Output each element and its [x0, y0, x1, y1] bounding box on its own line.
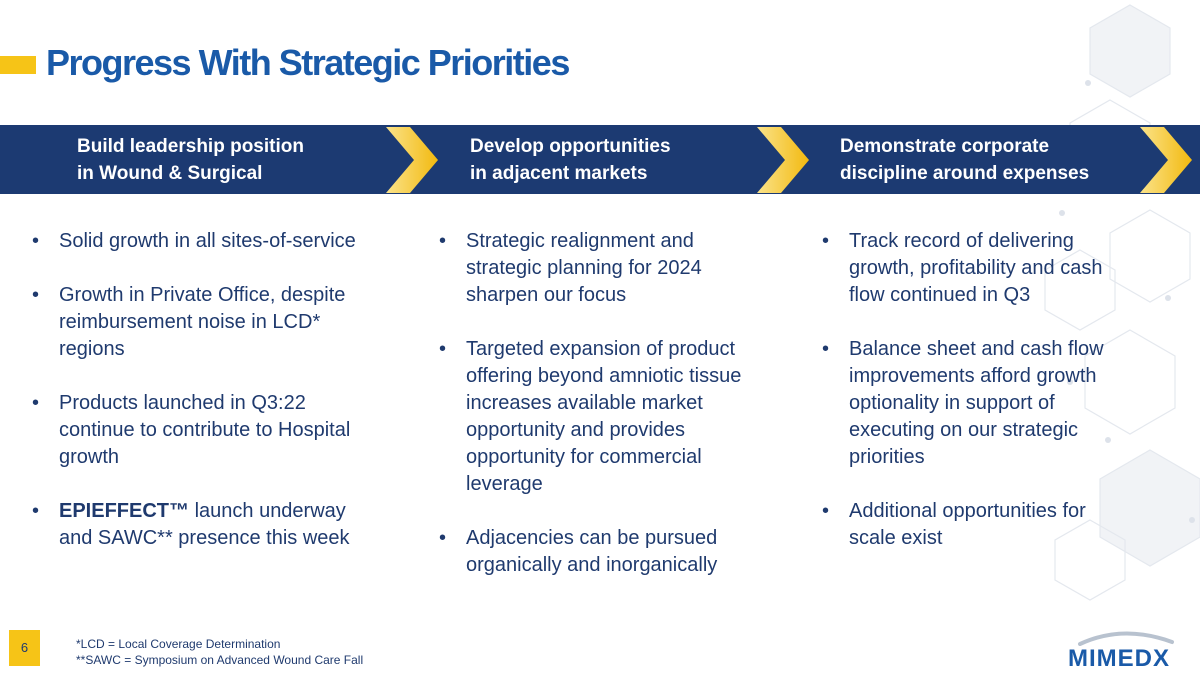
chevron-right-icon — [386, 127, 438, 193]
footnotes — [76, 636, 363, 668]
logo-text: MIMEDX — [1068, 645, 1170, 672]
list-item-text: launch underway and SAWC** presence this week — [59, 500, 350, 549]
column-2-heading: Develop opportunities in adjacent markets — [470, 136, 671, 184]
chevron-right-icon — [1140, 127, 1192, 193]
logo-arc-icon — [1060, 628, 1186, 646]
list-item: • Solid growth in all sites-of-service — [28, 228, 383, 255]
column-1-bullets — [28, 228, 383, 579]
list-item: • Products launched in Q3:22 continue to contribute to Hospital growth — [28, 390, 383, 471]
footnote: **SAWC = Symposium on Advanced Wound Care Fall — [76, 653, 364, 667]
column-3-heading: Demonstrate corporate discipline around expenses — [840, 136, 1090, 184]
list-item — [28, 498, 383, 552]
column-1-heading: Build leadership position in Wound & Surgical — [77, 136, 304, 184]
footnote: *LCD = Local Coverage Determination — [76, 637, 281, 651]
list-item: • Track record of delivering growth, profitability and cash flow continued in Q3 — [818, 228, 1138, 309]
chevron-right-icon — [757, 127, 809, 193]
list-item: • Adjacencies can be pursued organically and inorganically — [435, 525, 755, 579]
list-item: • Balance sheet and cash flow improvements afford growth optionality in support of executing on our strategic priorities — [818, 336, 1138, 471]
title-accent-bar — [0, 56, 36, 74]
slide-title: Progress With Strategic Priorities — [46, 42, 569, 83]
column-2-bullets — [435, 228, 755, 606]
list-item: • Additional opportunities for scale exist — [818, 498, 1138, 552]
list-item: • Targeted expansion of product offering beyond amniotic tissue increases available market opportunity and provides opportunity for commercial leverage — [435, 336, 755, 498]
list-item: • Growth in Private Office, despite reimbursement noise in LCD* regions — [28, 282, 383, 363]
list-item: • Strategic realignment and strategic planning for 2024 sharpen our focus — [435, 228, 755, 309]
product-name: EPIEFFECT™ — [59, 500, 190, 522]
column-3-bullets — [818, 228, 1138, 579]
company-logo — [1060, 628, 1186, 670]
page-number: 6 — [9, 630, 40, 666]
